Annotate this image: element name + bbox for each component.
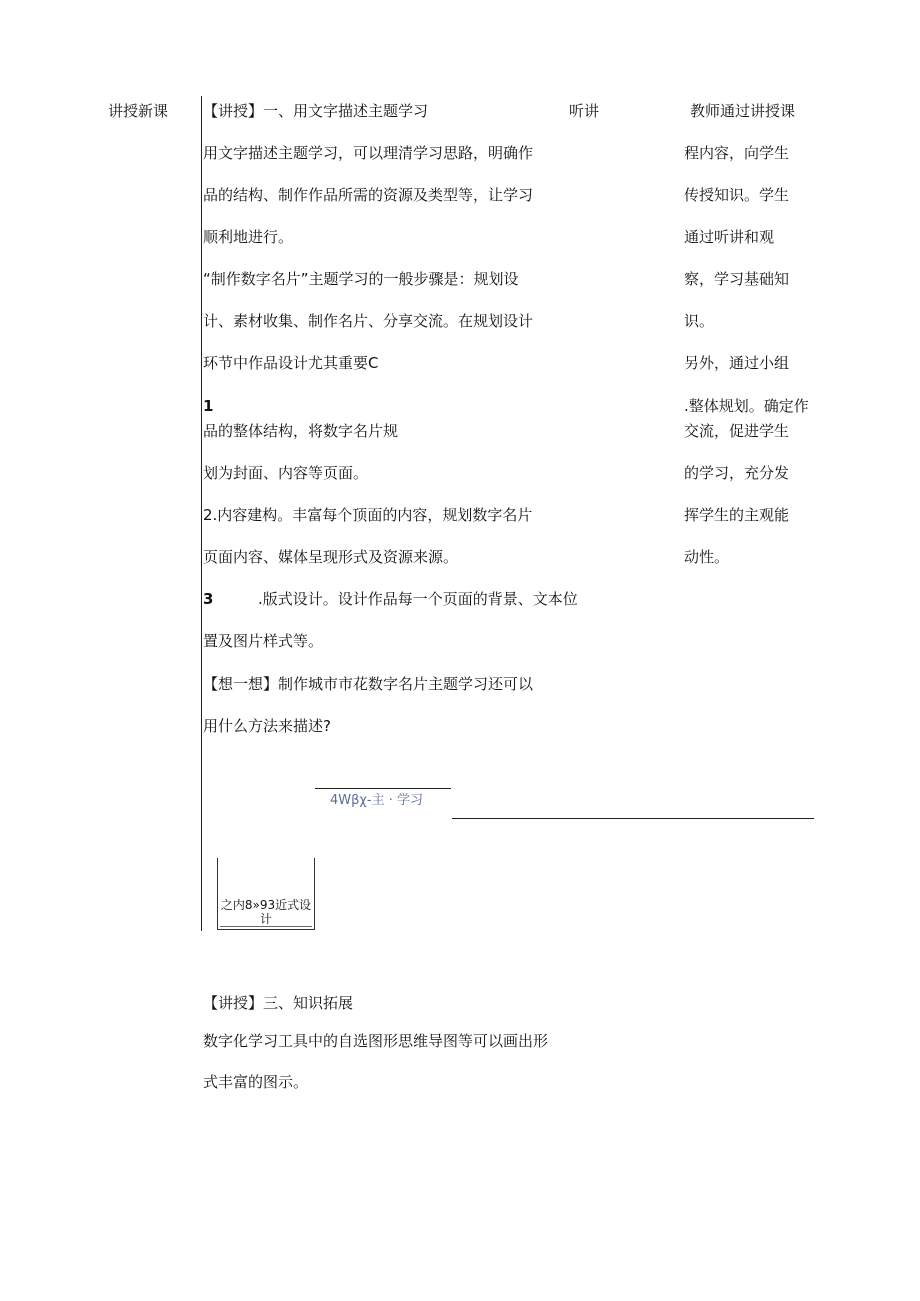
section-label: 讲授新课 [108,102,169,120]
intent-line: 教师通过讲授课 [690,102,796,120]
step-line: .版式设计。设计作品每一个页面的背景、文本位 [258,590,578,608]
intent-line: 程内容，向学生 [684,144,790,162]
paragraph-line: 品的结构、制作作品所需的资源及类型等，让学习 [203,186,534,204]
paragraph-line: 环节中作品设计尤其重要C [203,354,379,372]
intent-line: 识。 [684,312,715,330]
paragraph-line: “制作数字名片”主题学习的一般步骤是：规划设 [203,270,519,288]
intent-line: 传授知识。学生 [684,186,790,204]
paragraph-line: 数字化学习工具中的自选图形思维导图等可以画出形 [203,1032,549,1050]
step-line: 品的整体结构，将数字名片规 [203,422,399,440]
think-line: 用什么方法来描述? [203,717,331,735]
paragraph-line: 顺利地进行。 [203,228,294,246]
diagram-box-label: 之内8»93近式设计 [220,898,312,926]
column-divider [201,96,202,931]
think-line: 【想一想】制作城市市花数字名片主题学习还可以 [203,675,534,693]
intent-line: 交流，促进学生 [684,422,790,440]
intent-line: 另外，通过小组 [684,354,790,372]
step-line: 页面内容、媒体呈现形式及资源来源。 [203,548,459,566]
diagram-connector [315,788,451,789]
intent-line: 动性。 [684,548,730,566]
diagram-box [217,858,315,930]
step-number: 3 [203,590,214,608]
step-line: 划为封面、内容等页面。 [203,464,369,482]
intent-line: .整体规划。确定作 [684,397,809,415]
student-activity: 听讲 [569,102,600,120]
step-line: 2.内容建构。丰富每个顶面的内容，规划数字名片 [203,506,533,524]
step-line: 置及图片样式等。 [203,632,324,650]
lecture-heading-1: 【讲授】一、用文字描述主题学习 [203,102,429,120]
intent-line: 通过听讲和观 [684,228,775,246]
paragraph-line: 式丰富的图示。 [203,1073,309,1091]
diagram-connector [452,818,814,819]
diagram-top-label: 4Wβχ-主 · 学习 [330,793,424,808]
intent-line: 的学习，充分发 [684,464,790,482]
paragraph-line: 计、素材收集、制作名片、分享交流。在规划设计 [203,312,534,330]
intent-line: 挥学生的主观能 [684,506,790,524]
step-number: 1 [203,397,214,415]
lecture-heading-3: 【讲授】三、知识拓展 [203,994,354,1012]
intent-line: 察，学习基础知 [684,270,790,288]
paragraph-line: 用文字描述主题学习，可以理清学习思路，明确作 [203,144,534,162]
